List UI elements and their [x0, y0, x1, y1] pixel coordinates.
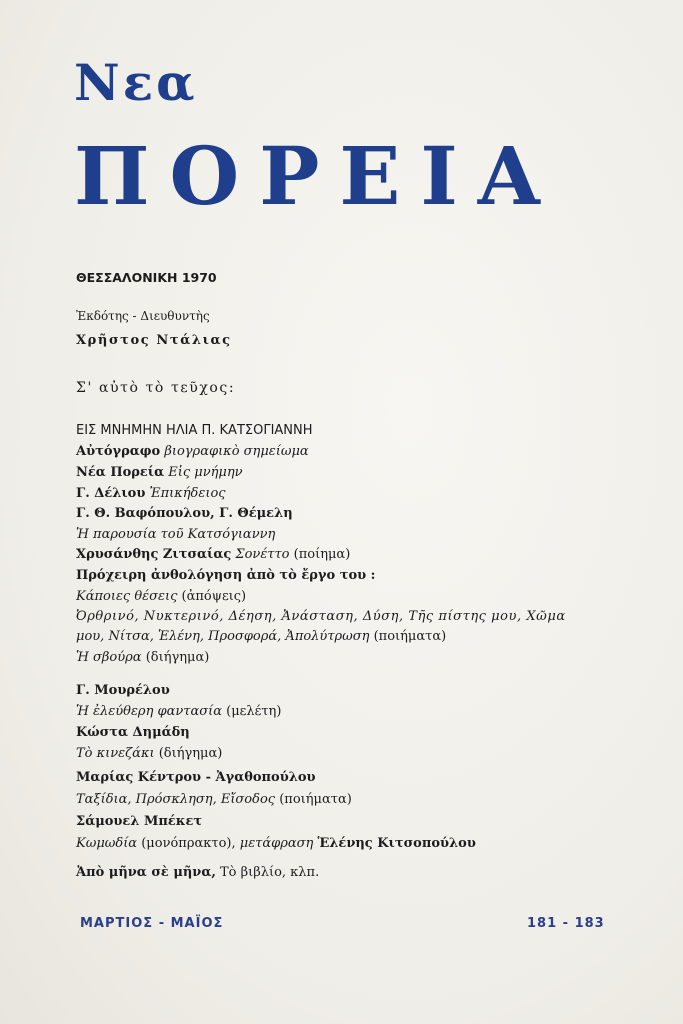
entry-kapoies [76, 590, 246, 603]
place-year: ΘΕΣΣΑΛΟΝΙΚΗ 1970 [76, 270, 217, 285]
entry-beckett-title [76, 837, 476, 850]
entry-delios [76, 487, 226, 500]
entry-title: Ταξίδια, Πρόσκληση, Εἴσοδος [76, 792, 276, 807]
publisher-name: Χρῆστος Ντάλιας [76, 333, 232, 348]
entry-month-to-month [76, 866, 319, 879]
entry-genre: (ἀπόψεις) [181, 589, 247, 604]
masthead-title-top: Νεα [74, 53, 198, 112]
entry-translation-label: μετάφραση [239, 836, 314, 851]
entry-title: βιογραφικὸ σημείωμα [164, 444, 309, 459]
entry-author: Νέα Πορεία [76, 465, 165, 480]
entry-genre: (μελέτη) [226, 704, 282, 719]
entry-title: Κάποιες θέσεις [76, 589, 178, 604]
anthology-heading: Πρόχειρη ἀνθολόγηση ἀπὸ τὸ ἔργο του : [76, 568, 376, 583]
entry-vafopoulos-title: Ἡ παρουσία τοῦ Κατσόγιαννη [76, 527, 276, 542]
entry-poems-line2 [76, 630, 446, 643]
entry-genre: (μονόπρακτο), [141, 836, 236, 851]
entry-title: μου, Νίτσα, Ἑλένη, Προσφορά, Ἀπολύτρωση [76, 629, 370, 644]
entry-title: Εἰς μνήμην [168, 465, 243, 480]
entry-kentrou-title [76, 793, 352, 806]
footer-issue-number: 181 - 183 [527, 916, 605, 931]
entry-author: Γ. Δέλιου [76, 486, 146, 501]
entry-translator: Ἑλένης Κιτσοπούλου [317, 836, 476, 851]
publisher-role: Ἐκδότης - Διευθυντὴς [76, 309, 210, 323]
entry-kentrou-author: Μαρίας Κέντρου - Ἀγαθοπούλου [76, 770, 316, 785]
entry-author: Χρυσάνθης Ζιτσαίας [76, 547, 232, 562]
entry-title: Τὸ κινεζάκι [76, 746, 155, 761]
entry-beckett-author: Σάμουελ Μπέκετ [76, 814, 203, 829]
entry-mourelou-title [76, 705, 281, 718]
entry-dimadi-author: Κώστα Δημάδη [76, 725, 190, 740]
memorial-heading: ΕΙΣ ΜΝΗΜΗΝ ΗΛΙΑ Π. ΚΑΤΣΟΓΙΑΝΝΗ [76, 423, 313, 438]
entry-genre: (ποίημα) [293, 547, 351, 562]
entry-zitsaias [76, 548, 350, 561]
entry-vafopoulos-author: Γ. Θ. Βαφόπουλου, Γ. Θέμελη [76, 506, 293, 521]
masthead-title-main: ΠΟΡΕΙΑ [74, 129, 560, 223]
entry-title: Ἡ σβούρα [76, 650, 142, 665]
entry-svoura [76, 651, 209, 664]
entry-author: Αὐτόγραφο [76, 444, 161, 459]
entry-author: Ἀπὸ μῆνα σὲ μῆνα, [76, 865, 216, 880]
entry-genre: (διήγημα) [158, 746, 223, 761]
entry-title: Σονέττο [235, 547, 290, 562]
entry-genre: (διήγημα) [145, 650, 210, 665]
entry-autograph [76, 445, 309, 458]
contents-heading: Σ' αὐτὸ τὸ τεῦχος: [76, 380, 236, 396]
footer-months: ΜΑΡΤΙΟΣ - ΜΑΪΟΣ [80, 916, 224, 931]
entry-title: Τὸ βιβλίο, κλπ. [220, 865, 320, 880]
entry-genre: (ποιήματα) [279, 792, 352, 807]
entry-title: Κωμωδία [76, 836, 138, 851]
entry-nea-poreia [76, 466, 243, 479]
entry-poems-line1: Ὀρθρινό, Νυκτερινό, Δέηση, Ἀνάσταση, Δύση, Τῆς πίστης μου, Χῶμα [76, 609, 566, 624]
entry-dimadi-title [76, 747, 222, 760]
entry-mourelou-author: Γ. Μουρέλου [76, 683, 170, 698]
entry-title: Ἡ ἐλεύθερη φαντασία [76, 704, 222, 719]
entry-genre: (ποιήματα) [373, 629, 447, 644]
entry-title: Ἐπικήδειος [149, 486, 226, 501]
